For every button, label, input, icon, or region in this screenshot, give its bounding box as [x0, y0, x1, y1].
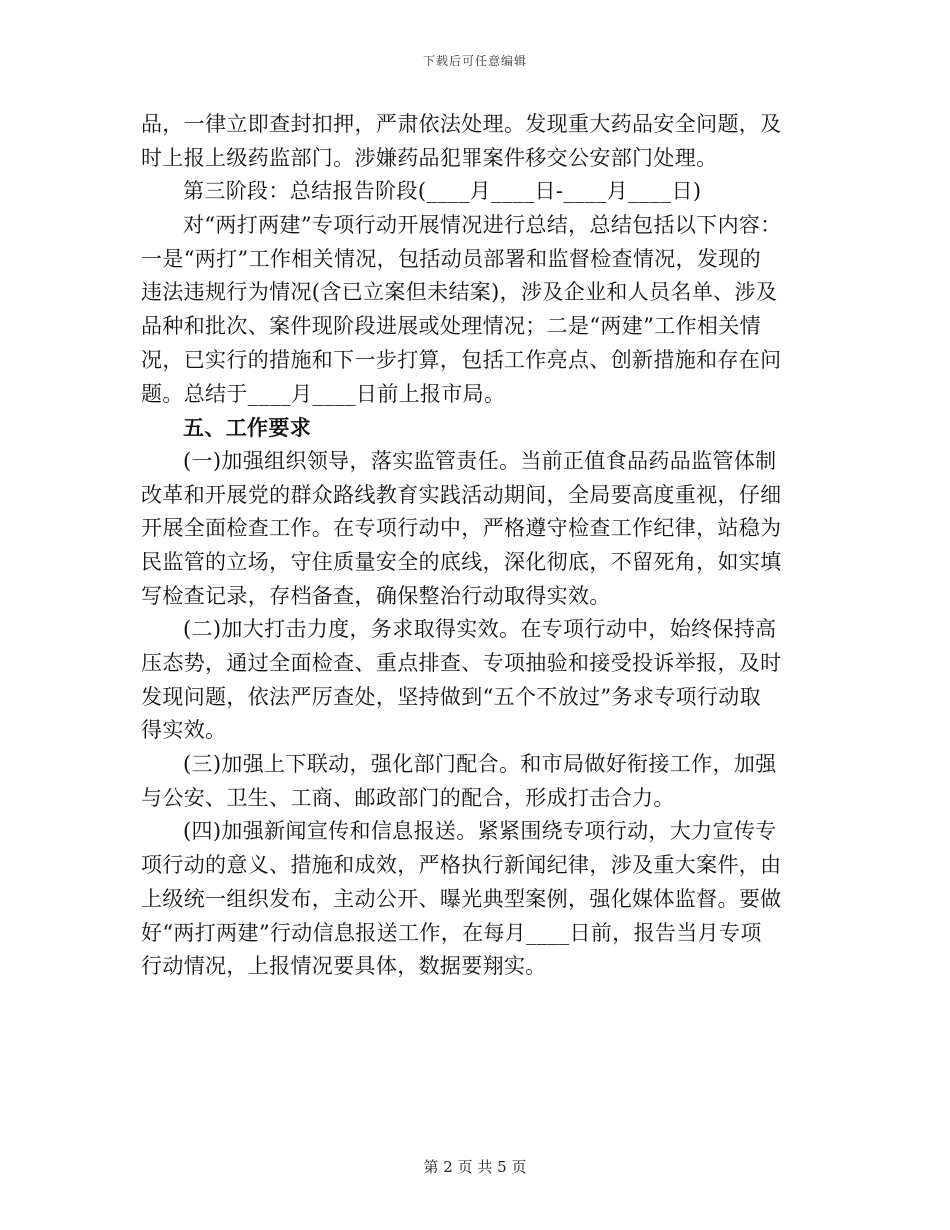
paragraph-line: 行动情况，上报情况要具体，数据要翔实。 [141, 954, 547, 979]
paragraph-line: 项行动的意义、措施和成效，严格执行新闻纪律，涉及重大案件，由 [141, 853, 782, 878]
paragraph-line: 民监管的立场，守住质量安全的底线，深化彻底，不留死角，如实填 [141, 549, 782, 574]
paragraph-line: 品，一律立即查封扣押，严肃依法处理。发现重大药品安全问题，及 [141, 112, 782, 136]
page-footer: 第 2 页 共 5 页 [423, 1158, 527, 1176]
paragraph-line: 得实效。 [141, 718, 227, 743]
paragraph-line: 品种和批次、案件现阶段进展或处理情况；二是“两建”工作相关情 [141, 314, 761, 339]
paragraph-line: 发现问题，依法严厉查处，坚持做到“五个不放过”务求专项行动取 [141, 684, 761, 709]
paragraph-line: 对“两打两建”专项行动开展情况进行总结，总结包括以下内容： [183, 213, 782, 238]
paragraph-line: 开展全面检查工作。在专项行动中，严格遵守检查工作纪律，站稳为 [141, 516, 782, 541]
paragraph-line: 况，已实行的措施和下一步打算，包括工作亮点、创新措施和存在问 [141, 347, 782, 372]
document-body [141, 108, 813, 984]
paragraph-line: (二)加大打击力度，务求取得实效。在专项行动中，始终保持高 [183, 617, 777, 642]
paragraph-line: 第三阶段：总结报告阶段(____月____日-____月____日) [183, 179, 702, 204]
paragraph-line: 压态势，通过全面检查、重点排查、专项抽验和接受投诉举报，及时 [141, 651, 782, 675]
paragraph-line: (四)加强新闻宣传和信息报送。紧紧围绕专项行动，大力宣传专 [183, 819, 777, 844]
paragraph-line: (三)加强上下联动，强化部门配合。和市局做好衔接工作，加强 [183, 752, 777, 777]
page-header: 下载后可任意编辑 [422, 54, 527, 68]
section-heading: 五、工作要求 [183, 415, 312, 441]
paragraph-line: 题。总结于____月____日前上报市局。 [141, 381, 506, 406]
paragraph-line: (一)加强组织领导，落实监管责任。当前正值食品药品监管体制 [183, 448, 777, 473]
paragraph-line: 改革和开展党的群众路线教育实践活动期间，全局要高度重视，仔细 [141, 482, 782, 507]
paragraph-line: 一是“两打”工作相关情况，包括动员部署和监督检查情况，发现的 [141, 246, 761, 271]
paragraph-line: 与公安、卫生、工商、邮政部门的配合，形成打击合力。 [141, 785, 675, 810]
paragraph-line: 好“两打两建”行动信息报送工作，在每月____日前，报告当月专项 [141, 920, 762, 945]
paragraph-line: 上级统一组织发布，主动公开、曝光典型案例，强化媒体监督。要做 [141, 886, 782, 911]
paragraph-line: 时上报上级药监部门。涉嫌药品犯罪案件移交公安部门处理。 [141, 145, 718, 170]
paragraph-line: 违法违规行为情况(含已立案但未结案)，涉及企业和人员名单、涉及 [141, 280, 778, 305]
paragraph-line: 写检查记录，存档备查，确保整治行动取得实效。 [141, 583, 611, 608]
